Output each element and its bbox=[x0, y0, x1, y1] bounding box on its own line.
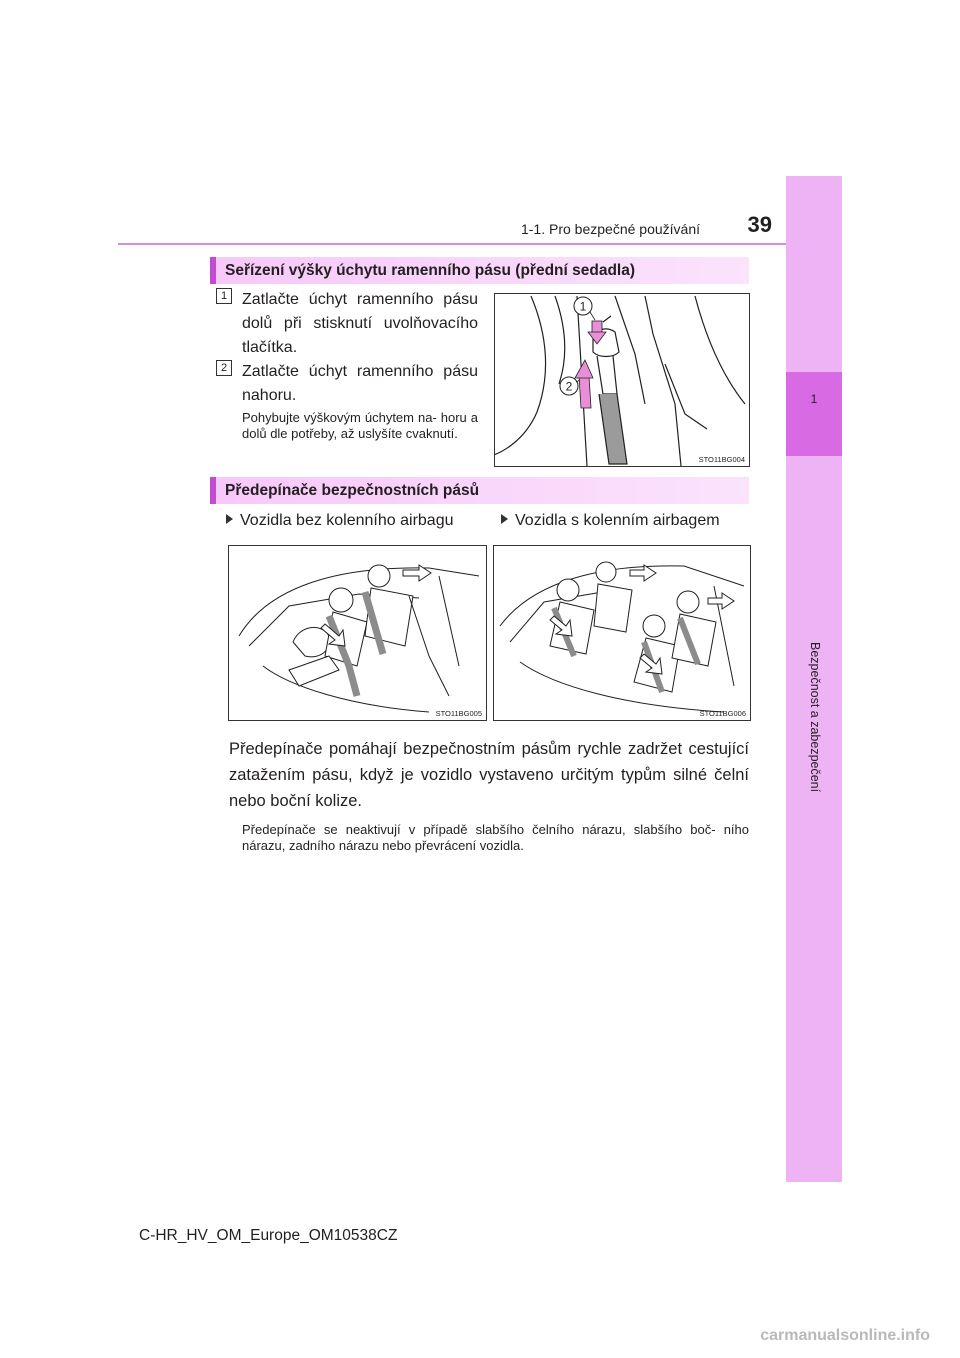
section-header-pretensioners bbox=[210, 477, 749, 504]
figure-shoulder-anchor bbox=[494, 293, 750, 467]
section-header-shoulder-belt bbox=[210, 257, 749, 284]
figure-code: STO11BG005 bbox=[435, 709, 482, 718]
triangle-bullet-icon bbox=[501, 514, 508, 524]
arrow-icon bbox=[708, 593, 734, 609]
figure-knee-airbag bbox=[493, 545, 751, 721]
callout-2 bbox=[560, 377, 580, 395]
section-header-bar bbox=[210, 257, 216, 284]
callout-1 bbox=[574, 297, 595, 320]
document-code: C-HR_HV_OM_Europe_OM10538CZ bbox=[139, 1227, 398, 1244]
pretensioner-description: Předepínače pomáhají bezpečnostním pásům rychle zadržet cestující zatažením pásu, když je vozidlo vystaveno určitým typům silné čelní nebo boční kolize. bbox=[229, 740, 749, 810]
page-number: 39 bbox=[747, 212, 772, 237]
section-title: Předepínače bezpečnostních pásů bbox=[225, 482, 480, 499]
header-divider bbox=[118, 243, 786, 245]
triangle-bullet-icon bbox=[226, 514, 233, 524]
section-title: Seřízení výšky úchytu ramenního pásu (přední sedadla) bbox=[225, 262, 636, 279]
variant-label-text: Vozidla bez kolenního airbagu bbox=[240, 512, 454, 529]
variant-label-text: Vozidla s kolenním airbagem bbox=[515, 512, 720, 529]
section-header-bar bbox=[210, 477, 216, 504]
callout-1-label: 1 bbox=[579, 299, 587, 314]
pretensioner-note: Předepínače se neaktivují v případě slabšího čelního nárazu, slabšího boč- ního nárazu, zadního nárazu nebo převrácení vozidla. bbox=[242, 822, 749, 853]
variant-label-no-knee-airbag bbox=[226, 509, 454, 533]
watermark: carmanualsonline.info bbox=[760, 1327, 930, 1344]
variant-label-knee-airbag bbox=[501, 509, 720, 533]
figure-no-knee-airbag bbox=[228, 545, 487, 721]
step-number-1: 1 bbox=[216, 288, 232, 304]
seat-outline bbox=[495, 296, 546, 456]
cabin-illustration-rear bbox=[494, 546, 750, 720]
chapter-tab[interactable] bbox=[786, 176, 842, 1182]
adjust-note: Pohybujte výškovým úchytem na- horu a dolů dle potřeby, až uslyšíte cvaknutí. bbox=[242, 410, 478, 441]
figure-code: STO11BG004 bbox=[698, 455, 745, 464]
chapter-number: 1 bbox=[810, 392, 818, 406]
cabin-illustration-front bbox=[229, 546, 486, 720]
chapter-tab-number-box bbox=[786, 372, 842, 456]
step-number-2: 2 bbox=[216, 360, 232, 376]
callout-2-label: 2 bbox=[565, 379, 573, 394]
chapter-title: Bezpečnost a zabezpečení bbox=[808, 642, 822, 793]
step-text-1: Zatlačte úchyt ramenního pásu dolů při stisknutí uvolňovacího tlačítka. bbox=[242, 291, 478, 356]
section-label: 1-1. Pro bezpečné používání bbox=[520, 221, 700, 237]
figure-code: STO11BG006 bbox=[699, 709, 746, 718]
shoulder-anchor-illustration bbox=[495, 294, 749, 466]
step-text-2: Zatlačte úchyt ramenního pásu nahoru. bbox=[242, 363, 478, 404]
